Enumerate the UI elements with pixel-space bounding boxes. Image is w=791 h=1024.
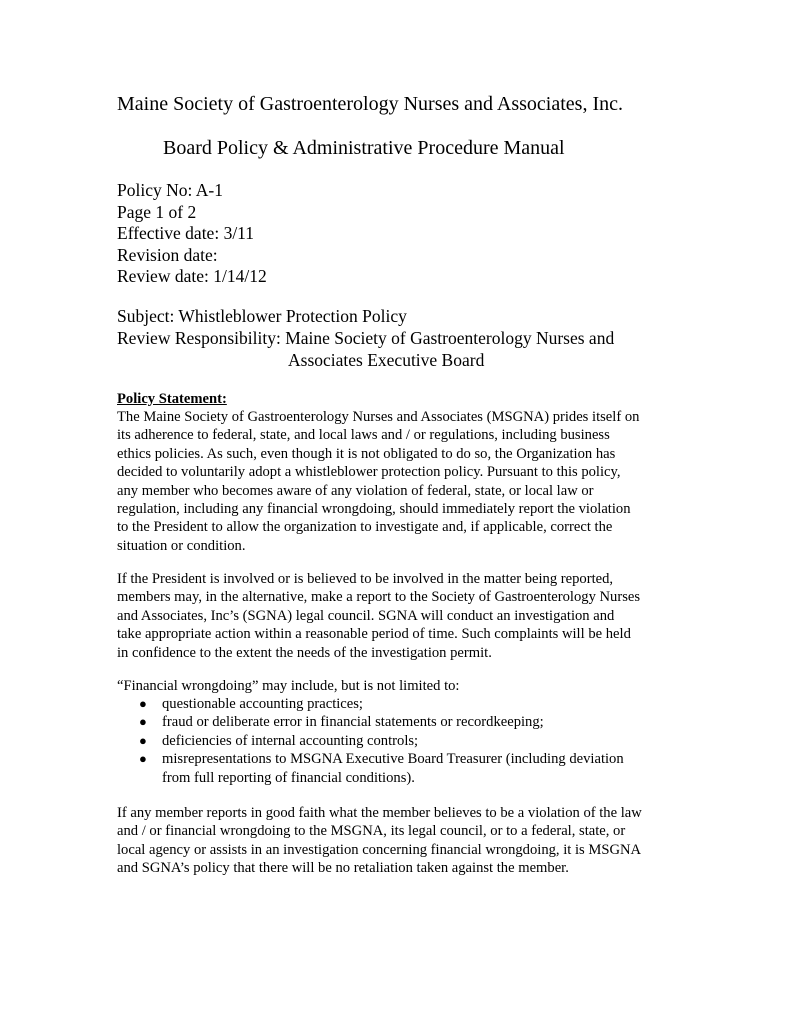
organization-title: Maine Society of Gastroenterology Nurses and Associates, Inc. (117, 93, 623, 115)
paragraph-line: in confidence to the extent the needs of the investigation permit. (117, 644, 492, 661)
review-responsibility-label: Review Responsibility: Maine Society of Gastroenterology Nurses and (117, 328, 615, 348)
review-date: Review date: 1/14/12 (117, 266, 267, 286)
bullet-icon: ● (139, 696, 147, 711)
paragraph-line: local agency or assists in an investigation concerning financial wrongdoing, it is MSGNA (117, 841, 642, 858)
list-item (117, 732, 677, 750)
policy-paragraph-1 (117, 408, 677, 555)
paragraph-line: and Associates, Inc’s (SGNA) legal council. SGNA will conduct an investigation and (117, 607, 615, 624)
list-item (117, 695, 677, 713)
paragraph-line: If the President is involved or is believed to be involved in the matter being reported, (117, 571, 614, 587)
list-item-text: from full reporting of financial conditions). (162, 769, 415, 786)
paragraph-line: and / or financial wrongdoing to the MSGNA, its legal council, or to a federal, state, or (117, 823, 626, 840)
policy-statement-heading: Policy Statement: (117, 391, 227, 407)
paragraph-line: If any member reports in good faith what the member believes to be a violation of the law (117, 805, 642, 821)
list-item (117, 713, 677, 731)
paragraph-line: take appropriate action within a reasonable period of time. Such complaints will be held (117, 626, 631, 643)
bullet-icon: ● (139, 714, 147, 730)
paragraph-line: to the President to allow the organization to investigate and, if applicable, correct the (117, 519, 613, 536)
paragraph-line: The Maine Society of Gastroenterology Nurses and Associates (MSGNA) prides itself on (117, 409, 640, 425)
paragraph-line: its adherence to federal, state, and local laws and / or regulations, including business (117, 427, 610, 444)
list-item (117, 750, 677, 787)
bullet-icon: ● (139, 751, 147, 767)
list-item-text: fraud or deliberate error in financial statements or recordkeeping; (162, 714, 544, 731)
policy-paragraph-2 (117, 570, 677, 662)
paragraph-line: situation or condition. (117, 537, 246, 554)
effective-date: Effective date: 3/11 (117, 223, 255, 243)
list-item-text: questionable accounting practices; (162, 696, 363, 712)
subject-line: Subject: Whistleblower Protection Policy (117, 306, 407, 326)
financial-wrongdoing-intro: “Financial wrongdoing” may include, but is not limited to: (117, 678, 460, 694)
paragraph-line: members may, in the alternative, make a report to the Society of Gastroenterology Nurses (117, 589, 641, 606)
page-number: Page 1 of 2 (117, 201, 197, 222)
paragraph-line: and SGNA’s policy that there will be no retaliation taken against the member. (117, 860, 569, 877)
financial-wrongdoing-list (117, 695, 677, 787)
paragraph-line: ethics policies. As such, even though it is not obligated to do so, the Organization has (117, 445, 616, 462)
review-responsibility (117, 328, 677, 371)
paragraph-line: decided to voluntarily adopt a whistleblower protection policy. Pursuant to this policy, (117, 464, 621, 481)
review-responsibility-continuation: Associates Executive Board (288, 349, 485, 370)
policy-metadata (117, 180, 267, 288)
bullet-icon: ● (139, 732, 147, 748)
revision-date: Revision date: (117, 244, 218, 265)
paragraph-line: any member who becomes aware of any violation of federal, state, or local law or (117, 482, 594, 499)
policy-number: Policy No: A-1 (117, 180, 223, 200)
list-item-text: deficiencies of internal accounting controls; (162, 732, 419, 749)
policy-paragraph-4 (117, 804, 677, 878)
list-item-text: misrepresentations to MSGNA Executive Board Treasurer (including deviation (162, 751, 624, 768)
paragraph-line: regulation, including any financial wrongdoing, should immediately report the violation (117, 501, 631, 518)
manual-title: Board Policy & Administrative Procedure Manual (163, 137, 565, 159)
